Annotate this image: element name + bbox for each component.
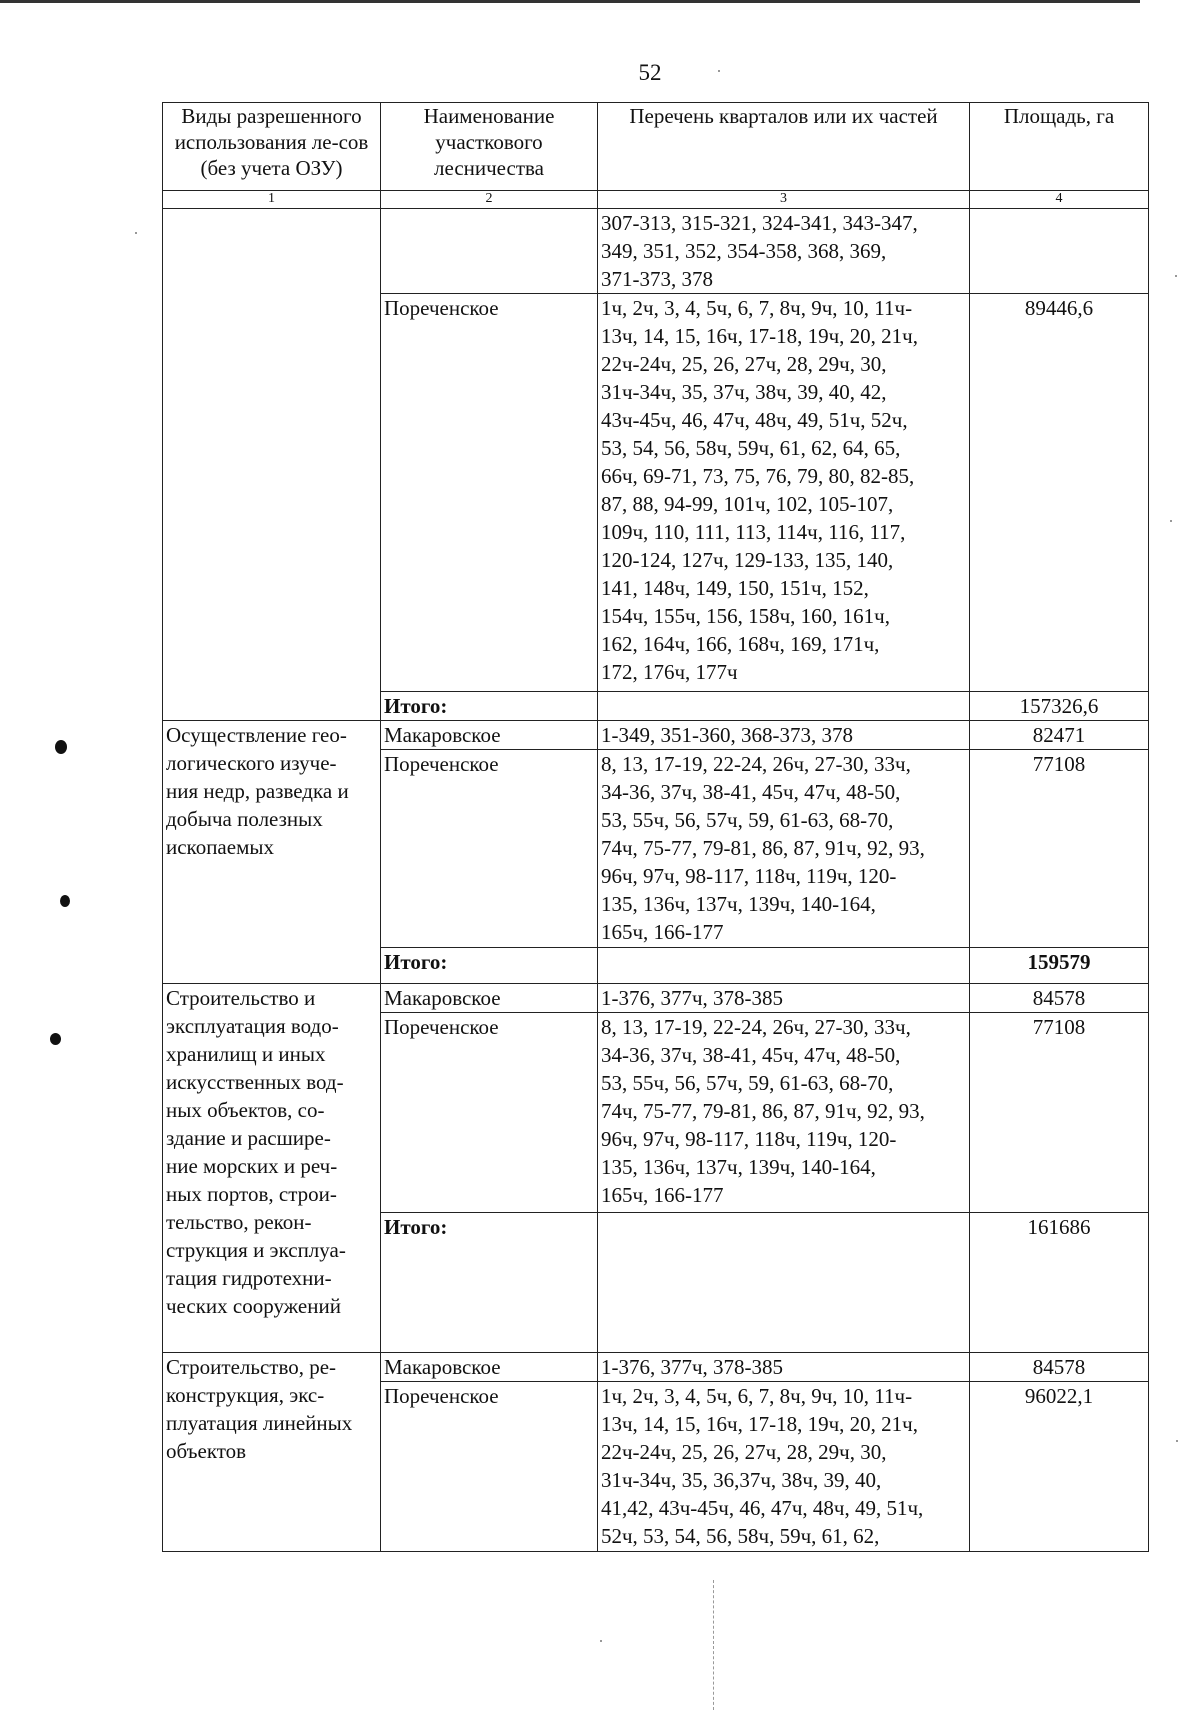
area-cell: 77108: [970, 750, 1149, 948]
header-area: Площадь, га: [970, 103, 1149, 191]
col-number: 4: [970, 191, 1149, 209]
total-label: Итого:: [381, 948, 598, 984]
punch-hole-mark: [55, 740, 67, 754]
total-label: Итого:: [381, 1213, 598, 1353]
col-number: 3: [598, 191, 970, 209]
area-cell: [970, 209, 1149, 294]
table-row: [163, 721, 1149, 750]
table-row: [163, 984, 1149, 1013]
use-type-cell: [163, 209, 381, 721]
quarters-cell: 8, 13, 17-19, 22-24, 26ч, 27-30, 33ч, 34-36, 37ч, 38-41, 45ч, 47ч, 48-50, 53, 55ч, 56, 57ч, 59, 61-63, 68-70, 74ч, 75-77, 79-81, 86, 87, 91ч, 92, 93, 96ч, 97ч, 98-117, 118ч, 119ч, 120- 135, 136ч, 137ч, 139ч, 140-164, 165ч, 166-177: [598, 750, 970, 948]
quarters-cell: 1ч, 2ч, 3, 4, 5ч, 6, 7, 8ч, 9ч, 10, 11ч- 13ч, 14, 15, 16ч, 17-18, 19ч, 20, 21ч, 22ч-24ч, 25, 26, 27ч, 28, 29ч, 30, 31ч-34ч, 35, 36,37ч, 38ч, 39, 40, 41,42, 43ч-45ч, 46, 47ч, 48ч, 49, 51ч, 52ч, 53, 54, 56, 58ч, 59ч, 61, 62,: [598, 1382, 970, 1552]
quarters-cell: 1ч, 2ч, 3, 4, 5ч, 6, 7, 8ч, 9ч, 10, 11ч- 13ч, 14, 15, 16ч, 17-18, 19ч, 20, 21ч, 22ч-24ч, 25, 26, 27ч, 28, 29ч, 30, 31ч-34ч, 35, 37ч, 38ч, 39, 40, 42, 43ч-45ч, 46, 47ч, 48ч, 49, 51ч, 52ч, 53, 54, 56, 58ч, 59ч, 61, 62, 64, 65, 66ч, 69-71, 73, 75, 76, 79, 80, 82-85, 87, 88, 94-99, 101ч, 102, 105-107, 109ч, 110, 111, 113, 114ч, 116, 117, 120-124, 127ч, 129-133, 135, 140, 141, 148ч, 149, 150, 151ч, 152, 154ч, 155ч, 156, 158ч, 160, 161ч, 162, 164ч, 166, 168ч, 169, 171ч, 172, 176ч, 177ч: [598, 294, 970, 692]
punch-hole-mark: [50, 1033, 61, 1045]
table-row: [163, 1353, 1149, 1382]
area-cell: 77108: [970, 1013, 1149, 1213]
header-quarters: Перечень кварталов или их частей: [598, 103, 970, 191]
area-cell: 84578: [970, 1353, 1149, 1382]
forestry-cell: Макаровское: [381, 721, 598, 750]
header-use-type: Виды разрешенного использования ле-сов (без учета ОЗУ): [163, 103, 381, 191]
forestry-cell: Макаровское: [381, 1353, 598, 1382]
quarters-cell: [598, 692, 970, 721]
page-number: 52: [638, 60, 662, 85]
area-cell: 84578: [970, 984, 1149, 1013]
scan-top-edge: [0, 0, 1140, 3]
use-type-cell: Строительство и эксплуатация водо- хранилищ и иных искусственных вод- ных объектов, со- здание и расшире- ние морских и реч- ных портов, строи- тельство, рекон- струкция и эксплуа- тация гидротехни- ческих сооружений: [163, 984, 381, 1353]
forestry-cell: Пореченское: [381, 1382, 598, 1552]
forestry-cell: Пореченское: [381, 750, 598, 948]
area-cell: 89446,6: [970, 294, 1149, 692]
quarters-cell: 1-376, 377ч, 378-385: [598, 1353, 970, 1382]
forestry-cell: [381, 209, 598, 294]
col-number: 1: [163, 191, 381, 209]
quarters-cell: 8, 13, 17-19, 22-24, 26ч, 27-30, 33ч, 34-36, 37ч, 38-41, 45ч, 47ч, 48-50, 53, 55ч, 56, 57ч, 59, 61-63, 68-70, 74ч, 75-77, 79-81, 86, 87, 91ч, 92, 93, 96ч, 97ч, 98-117, 118ч, 119ч, 120- 135, 136ч, 137ч, 139ч, 140-164, 165ч, 166-177: [598, 1013, 970, 1213]
forestry-cell: Макаровское: [381, 984, 598, 1013]
speck: [718, 70, 720, 72]
column-number-row: [163, 191, 1149, 209]
area-cell: 82471: [970, 721, 1149, 750]
area-total-cell: 157326,6: [970, 692, 1149, 721]
total-label: Итого:: [381, 692, 598, 721]
quarters-cell: 307-313, 315-321, 324-341, 343-347, 349, 351, 352, 354-358, 368, 369, 371-373, 378: [598, 209, 970, 294]
speck: [1170, 520, 1172, 522]
area-total-cell: 159579: [970, 948, 1149, 984]
forestry-cell: Пореченское: [381, 294, 598, 692]
speck: [1176, 1440, 1178, 1442]
area-cell: 96022,1: [970, 1382, 1149, 1552]
speck: [600, 1640, 602, 1642]
speck: [1175, 275, 1177, 277]
quarters-cell: 1-349, 351-360, 368-373, 378: [598, 721, 970, 750]
table-row: [163, 209, 1149, 294]
fold-line: [713, 1580, 714, 1710]
area-total-cell: 161686: [970, 1213, 1149, 1353]
speck: [135, 232, 137, 234]
forest-use-table: [162, 102, 1149, 1552]
forestry-cell: Пореченское: [381, 1013, 598, 1213]
punch-hole-mark: [60, 895, 70, 907]
use-type-cell: Строительство, ре- конструкция, экс- плуатация линейных объектов: [163, 1353, 381, 1552]
header-row: [163, 103, 1149, 191]
use-type-cell: Осуществление гео- логического изуче- ния недр, разведка и добыча полезных ископаемых: [163, 721, 381, 984]
quarters-cell: [598, 1213, 970, 1353]
quarters-cell: [598, 948, 970, 984]
quarters-cell: 1-376, 377ч, 378-385: [598, 984, 970, 1013]
header-forestry: Наименование участкового лесничества: [381, 103, 598, 191]
col-number: 2: [381, 191, 598, 209]
